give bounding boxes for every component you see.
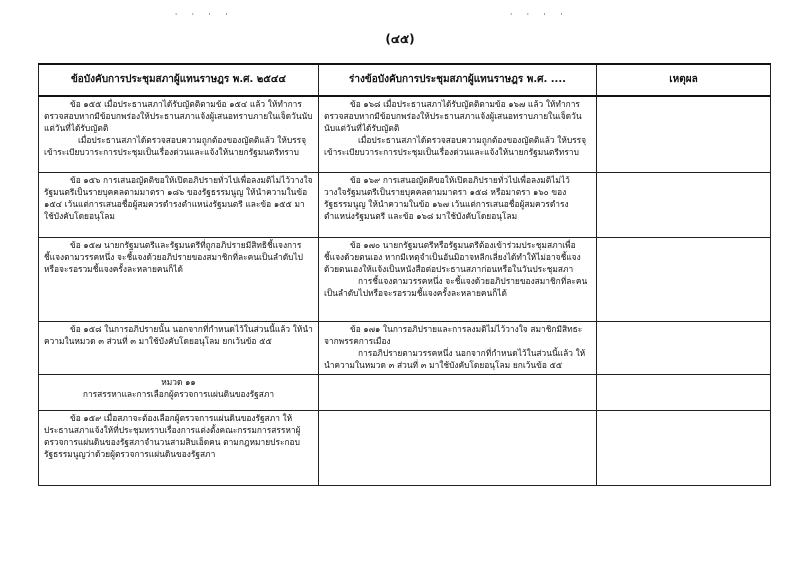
draft-text-cell bbox=[319, 96, 597, 173]
paragraph: ข้อ ๑๕๙ เมื่อสภาจะต้องเลือกผู้ตรวจการแผ่นดินของรัฐสภา ให้ประธานสภาแจ้งให้ที่ประชุมทราบเรื่องการแต่งตั้งคณะกรรมการสรรหาผู้ตรวจการแผ่นดินของรัฐสภาจำนวนสามสิบเอ็ดคน ตามกฎหมายประกอบรัฐธรรมนูญว่าด้วยผู้ตรวจการแผ่นดินของรัฐสภา bbox=[44, 413, 301, 459]
header-draft-regulation: ร่างข้อบังคับการประชุมสภาผู้แทนราษฎร พ.ศ. .... bbox=[319, 64, 597, 96]
paragraph: การอภิปรายตามวรรคหนึ่ง นอกจากที่กำหนดไว้ในส่วนนี้แล้ว ให้นำความในหมวด ๓ ส่วนที่ ๓ มาใช้บังคับโดยอนุโลม ยกเว้นข้อ ๕๕ bbox=[324, 347, 586, 370]
scan-marks-left: ' ' ' ' bbox=[175, 12, 234, 21]
reason-text bbox=[598, 323, 769, 325]
reason-text bbox=[598, 412, 769, 414]
table-row bbox=[39, 238, 771, 322]
paragraph: ข้อ ๑๕๖ การเสนอญัตติขอให้เปิดอภิปรายทั่วไปเพื่อลงมติไม่ไว้วางใจรัฐมนตรีเป็นรายบุคคลตามมาตรา ๑๘๖ ของรัฐธรรมนูญ ให้นำความในข้อ ๑๕๔ เว้นแต่การเสนอชื่อผู้สมควรดำรงตำแหน่งรัฐมนตรี และข้อ ๑๕๕ มาใช้บังคับโดยอนุโลม bbox=[44, 175, 313, 221]
reason-cell bbox=[597, 322, 771, 375]
comparison-table bbox=[38, 63, 771, 486]
reason-cell bbox=[597, 173, 771, 238]
scan-marks-right: ' ' ' ' bbox=[510, 12, 569, 21]
table-header-row bbox=[39, 64, 771, 96]
draft-text-cell bbox=[319, 238, 597, 322]
reason-text bbox=[598, 98, 769, 100]
paragraph: ข้อ ๑๕๗ นายกรัฐมนตรีและรัฐมนตรีที่ถูกอภิปรายมีสิทธิชี้แจงการชี้แจงตามวรรคหนึ่ง จะชี้แจงด้วยอภิปรายของสมาชิกที่ละคนเป็นลำดับไปหรือจะรอรวมชี้แจงครั้งละหลายคนก็ได้ bbox=[44, 240, 303, 274]
draft-text-cell bbox=[319, 375, 597, 411]
reason-text bbox=[598, 376, 769, 378]
chapter-title: การสรรหาและการเลือกผู้ตรวจการแผ่นดินของรัฐสภา bbox=[82, 388, 275, 399]
paragraph: ข้อ ๑๖๙ การเสนอญัตติขอให้เปิดอภิปรายทั่วไปเพื่อลงมติไม่ไว้วางใจรัฐมนตรีเป็นรายบุคคลตามมาตรา ๑๕๘ หรือมาตรา ๑๖๐ ของรัฐธรรมนูญ ให้นำความในข้อ ๑๖๗ เว้นแต่การเสนอชื่อผู้สมควรดำรงตำแหน่งรัฐมนตรี และข้อ ๑๖๘ มาใช้บังคับโดยอนุโลม bbox=[324, 175, 570, 221]
current-text-cell bbox=[39, 322, 319, 375]
paragraph: การชี้แจงตามวรรคหนึ่ง จะชี้แจงด้วยอภิปรายของสมาชิกที่ละคนเป็นลำดับไปหรือจะรอรวมชี้แจงครั้งละหลายคนก็ได้ bbox=[324, 275, 588, 298]
paragraph: ข้อ ๑๕๕ เมื่อประธานสภาได้รับญัตติตามข้อ ๑๕๔ แล้ว ให้ทำการตรวจสอบหากมีข้อบกพร่องให้ประธานสภาแจ้งผู้เสนอทราบภายในเจ็ดวันนับแต่วันที่ได้รับญัตติ bbox=[44, 99, 313, 133]
paragraph: เมื่อประธานสภาได้ตรวจสอบความถูกต้องของญัตติแล้ว ให้บรรจุเข้าระเบียบวาระการประชุมเป็นเรื่องด่วนและแจ้งให้นายกรัฐมนตรีทราบ bbox=[324, 134, 587, 157]
draft-text-cell bbox=[319, 173, 597, 238]
current-text-cell bbox=[39, 173, 319, 238]
header-current-regulation: ข้อบังคับการประชุมสภาผู้แทนราษฎร พ.ศ. ๒๕๔๔ bbox=[39, 64, 319, 96]
current-text-cell bbox=[39, 375, 319, 411]
header-reason: เหตุผล bbox=[597, 64, 771, 96]
table-row bbox=[39, 322, 771, 375]
paragraph: เมื่อประธานสภาได้ตรวจสอบความถูกต้องของญัตติแล้ว ให้บรรจุเข้าระเบียบวาระการประชุมเป็นเรื่องด่วนและแจ้งให้นายกรัฐมนตรีทราบ bbox=[44, 134, 307, 157]
reason-cell bbox=[597, 96, 771, 173]
paragraph: ข้อ ๑๕๘ ในการอภิปรายนั้น นอกจากที่กำหนดไว้ในส่วนนี้แล้ว ให้นำความในหมวด ๓ ส่วนที่ ๓ มาใช้บังคับโดยอนุโลม ยกเว้นข้อ ๕๕ bbox=[44, 324, 313, 346]
table-row bbox=[39, 375, 771, 411]
reason-cell bbox=[597, 375, 771, 411]
draft-text-cell bbox=[319, 411, 597, 486]
chapter-heading: หมวด ๑๑ bbox=[161, 377, 196, 387]
current-text-cell bbox=[39, 411, 319, 486]
reason-cell bbox=[597, 238, 771, 322]
current-text-cell bbox=[39, 238, 319, 322]
reason-cell bbox=[597, 411, 771, 486]
table-row bbox=[39, 96, 771, 173]
paragraph: ข้อ ๑๖๘ เมื่อประธานสภาได้รับญัตติตามข้อ ๑๖๗ แล้ว ให้ทำการตรวจสอบหากมีข้อบกพร่องให้ประธานสภาแจ้งผู้เสนอทราบภายในเจ็ดวันนับแต่วันที่ได้รับญัตติ bbox=[324, 99, 582, 133]
paragraph: ข้อ ๑๗๑ ในการอภิปรายและการลงมติไม่ไว้วางใจ สมาชิกมีสิทธะจากพรรคการเมือง bbox=[324, 324, 583, 346]
draft-text-cell bbox=[319, 322, 597, 375]
table-row bbox=[39, 173, 771, 238]
paragraph: ข้อ ๑๗๐ นายกรัฐมนตรีหรือรัฐมนตรีต้องเข้าร่วมประชุมสภาเพื่อชี้แจงด้วยตนเอง หากมีเหตุจำเป็นอันมิอาจหลีกเลี่ยงได้ทำให้ไม่อาจชี้แจงด้วยตนเองให้แจ้งเป็นหนังสือต่อประธานสภาก่อนหรือในวันประชุมสภา bbox=[324, 240, 581, 274]
table-row bbox=[39, 411, 771, 486]
page-number: (๔๕) bbox=[385, 32, 415, 46]
reason-text bbox=[598, 239, 769, 241]
current-text-cell bbox=[39, 96, 319, 173]
reason-text bbox=[598, 174, 769, 176]
